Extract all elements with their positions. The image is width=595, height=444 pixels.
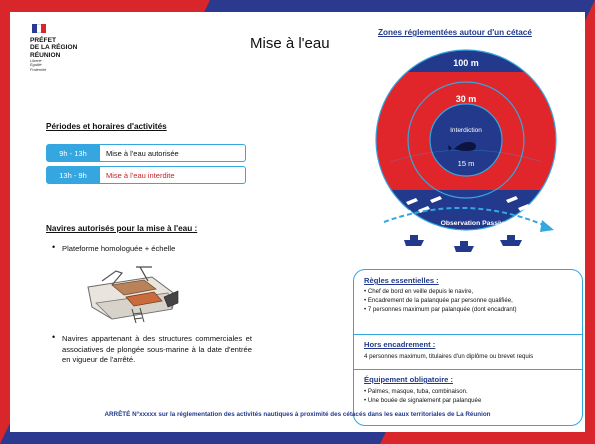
logo-line: RÉUNION <box>30 51 61 59</box>
divider <box>354 334 582 335</box>
period-row-forbidden <box>46 166 246 184</box>
prefecture-logo-text <box>30 37 110 59</box>
period-time: 9h - 13h <box>47 145 99 161</box>
unsupervised-text: 4 personnes maximum, titulaires d'un diplôme ou brevet requis <box>364 353 534 360</box>
unsupervised-heading: Hors encadrement : <box>364 340 436 349</box>
boat-platform-illustration <box>82 257 182 327</box>
logo-line: PRÉFET <box>30 37 57 44</box>
boat-icon <box>500 235 522 246</box>
list-item: • Une bouée de signalement par palanquée <box>364 397 482 404</box>
period-label: Mise à l'eau autorisée <box>99 145 245 161</box>
logo-line: DE LA RÉGION <box>30 44 78 52</box>
boat-icon <box>454 241 474 252</box>
list-item: • Chef de bord en veille depuis le navire, <box>364 288 474 295</box>
essentials-heading: Règles essentielles : <box>364 276 439 285</box>
vessels-heading: Navires autorisés pour la mise à l'eau : <box>46 224 198 233</box>
decree-footer: ARRÊTÉ N°xxxxx sur la réglementation des activités nautiques à proximité des cétacés dans les eaux territoriales de La Réunion <box>104 411 491 418</box>
period-time: 13h - 9h <box>47 167 99 183</box>
list-item: • Encadrement de la palanquée par personne qualifiée, <box>364 297 513 304</box>
label-30m: 30 m <box>455 94 477 104</box>
motto-line: Fraternité <box>30 67 47 72</box>
vessel-platform-text: Plateforme homologuée + échelle <box>62 244 176 253</box>
divider <box>354 369 582 370</box>
list-item: • 7 personnes maximum par palanquée (dont encadrant) <box>364 306 517 313</box>
period-row-authorized <box>46 144 246 162</box>
label-100m: 100 m <box>453 58 479 68</box>
cetacean-zones-diagram <box>366 42 576 260</box>
rules-panel <box>353 269 583 426</box>
page-title: Mise à l'eau <box>250 35 330 52</box>
republic-motto <box>30 59 90 72</box>
motto-line: Liberté <box>30 59 42 63</box>
label-15m: 15 m <box>457 159 475 168</box>
arrow-head-icon <box>540 220 554 232</box>
label-interdiction: Interdiction <box>450 127 482 134</box>
periods-heading: Périodes et horaires d'activités <box>46 122 167 131</box>
bullet-dot: • <box>52 242 56 252</box>
zones-heading: Zones réglementées autour d'un cétacé <box>378 28 532 37</box>
label-observation: Observation Passive <box>440 220 508 227</box>
boat-icon <box>404 235 424 246</box>
bullet-dot: • <box>52 332 56 342</box>
essentials-list <box>364 287 574 314</box>
period-label: Mise à l'eau interdite <box>99 167 245 183</box>
motto-line: Égalité <box>30 63 42 68</box>
poster-sheet <box>10 12 585 432</box>
equipment-heading: Équipement obligatoire : <box>364 375 454 384</box>
list-item: • Palmes, masque, tuba, combinaison. <box>364 388 468 395</box>
flag-icon <box>32 24 46 33</box>
equipment-list <box>364 387 574 405</box>
vessel-structures-text: Navires appartenant à des structures commerciales et associatives de plongée sous-marine à la date d'entrée en vigueur de l'arrêté. <box>62 334 252 365</box>
